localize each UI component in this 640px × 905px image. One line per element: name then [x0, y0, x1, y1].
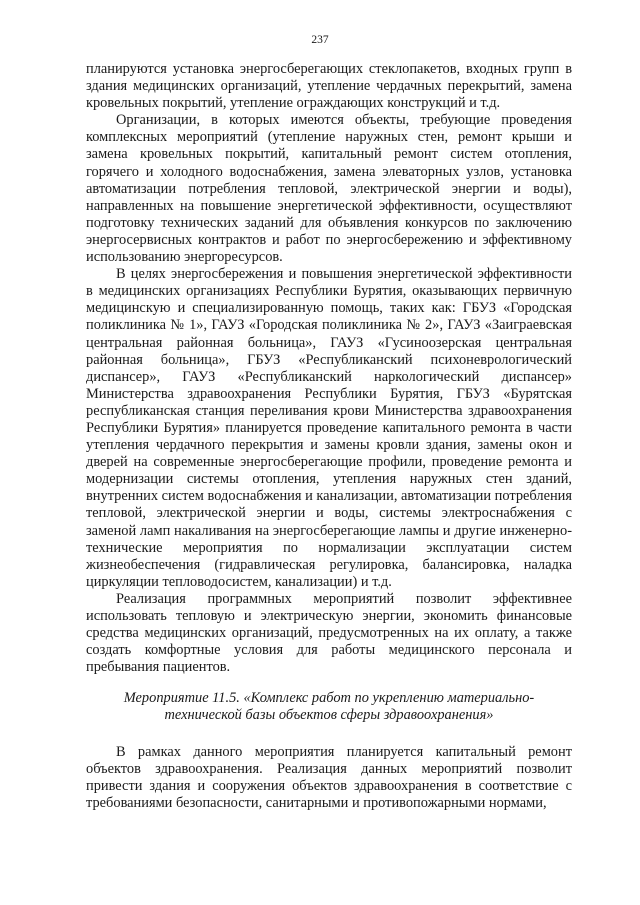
paragraph-continuation: планируются установка энергосберегающих стеклопакетов, входных групп в здания медицинских организаций, утепление чердачных перекрытий, замена кровельных покрытий, утепление ограждающих конструкций и т.д. — [86, 61, 572, 112]
paragraph-energy-saving-goals: В целях энергосбережения и повышения энергетической эффективности в медицинских организациях Республики Бурятия, оказывающих первичную медицинскую и специализированную помощь, таких как: ГБУЗ «Городская поликлиника № 1», ГАУЗ «Городская поликлиника № 2», ГАУЗ «Заиграевская центральная районная больница», ГАУЗ «Гусиноозерская центральная районная больница», ГБУЗ «Республиканский психоневрологический диспансер», ГАУЗ «Республиканский наркологический диспансер» Министерства здравоохранения Республики Бурятия, ГБУЗ «Бурятская республиканская станция переливания крови Министерства здравоохранения Республики Бурятия» планируется проведение капитального ремонта в части утепления чердачного перекрытия и замены кровли здания, замены окон и дверей на современные энергосберегающие профили, проведение ремонта и модернизации системы отопления, утепления наружных стен зданий, внутренних систем водоснабжения и канализации, автоматизации потребления тепловой, электрической энергии и воды, системы электроснабжения с заменой ламп накаливания на энергосберегающие лампы и другие инженерно-технические мероприятия по нормализации эксплуатации систем жизнеобеспечения (гидравлическая регулировка, балансировка, наладка циркуляции тепловодосистем, канализации) и т.д. — [86, 266, 572, 590]
paragraph-organizations: Организации, в которых имеются объекты, требующие проведения комплексных мероприятий (утепление наружных стен, ремонт крыши и замена кровельных покрытий, капитальный ремонт систем отопления, горячего и холодного водоснабжения, замена элеваторных узлов, установка автоматизации потребления тепловой, электрической энергии и воды), направленных на повышение энергетической эффективности, осуществляют подготовку технических заданий для объявления конкурсов по заключению энергосервисных контрактов и работ по энергосбережению и эффективному использованию энергоресурсов. — [86, 112, 572, 266]
page-number: 237 — [311, 34, 329, 46]
paragraph-implementation-effect: Реализация программных мероприятий позволит эффективнее использовать тепловую и электрическую энергии, экономить финансовые средства медицинских организаций, предусмотренных на их оплату, а также создать комфортные условия для работы медицинского персонала и пребывания пациентов. — [86, 590, 572, 676]
section-heading-line-2: технической базы объектов сферы здравоохранения» — [164, 707, 494, 724]
paragraph-capital-repair: В рамках данного мероприятия планируется капитальный ремонт объектов здравоохранения. Реализация данных мероприятий позволит привести здания и сооружения объектов здравоохранения в соответствие с требованиями безопасности, санитарными и противопожарными нормами, — [86, 743, 572, 811]
section-heading — [86, 690, 572, 724]
section-heading-line-1: Мероприятие 11.5. «Комплекс работ по укреплению материально- — [123, 690, 535, 707]
page-body — [86, 61, 572, 812]
